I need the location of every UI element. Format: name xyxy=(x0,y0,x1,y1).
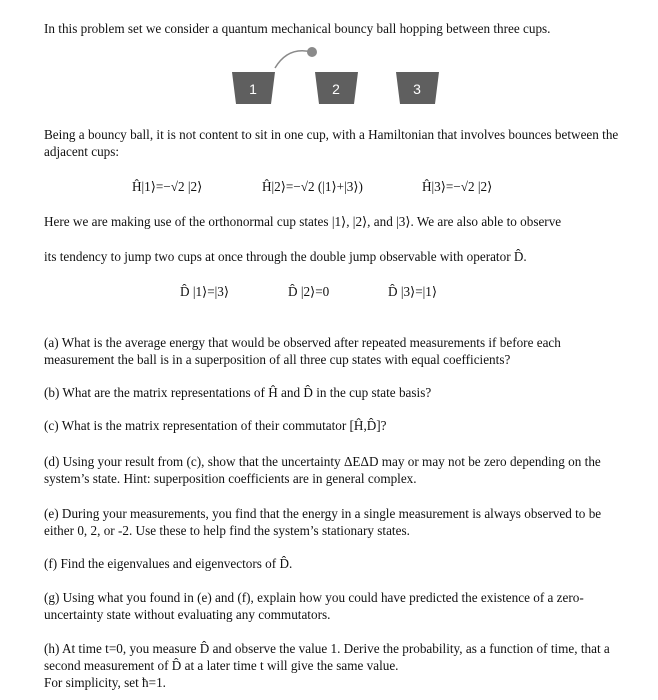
hamiltonian-eq-2: Ĥ|2⟩=−√2 (|1⟩+|3⟩) xyxy=(262,179,363,194)
bouncy-ball xyxy=(307,47,317,57)
d-equations xyxy=(0,283,658,301)
bounce-trajectory xyxy=(275,51,312,68)
final-note: For simplicity, set ħ=1. xyxy=(44,675,166,690)
d-eq-3: D̂ |3⟩=|1⟩ xyxy=(388,284,438,299)
hamiltonian-eq-3: Ĥ|3⟩=−√2 |2⟩ xyxy=(422,179,493,194)
question-b: (b) What are the matrix representations of Ĥ and D̂ in the cup state basis? xyxy=(44,385,432,400)
cups-figure xyxy=(220,40,450,110)
question-h: (h) At time t=0, you measure D̂ and observe the value 1. Derive the probability, as a function of time, that a second measurement of D̂ at a later time t will give the same value. xyxy=(44,641,610,673)
cup-3-label: 3 xyxy=(413,81,421,97)
cup-1 xyxy=(232,72,275,104)
question-e: (e) During your measurements, you find that the energy in a single measurement is always observed to be either 0, 2, or -2. Use these to help find the system’s stationary states. xyxy=(44,506,602,538)
question-f: (f) Find the eigenvalues and eigenvectors of D̂. xyxy=(44,556,293,571)
hamiltonian-intro: Being a bouncy ball, it is not content to sit in one cup, with a Hamiltonian that involves bounces between the adjacent cups: xyxy=(44,127,619,159)
cup-2-label: 2 xyxy=(332,81,340,97)
question-c: (c) What is the matrix representation of their commutator [Ĥ,D̂]? xyxy=(44,418,387,433)
question-a: (a) What is the average energy that would be observed after repeated measurements if before each measurement the ball is in a superposition of all three cup states with equal coefficients? xyxy=(44,335,561,367)
d-eq-2: D̂ |2⟩=0 xyxy=(288,284,330,299)
hamiltonian-equations xyxy=(0,178,658,196)
cup-2 xyxy=(315,72,358,104)
cup-3 xyxy=(396,72,439,104)
states-text-2: its tendency to jump two cups at once through the double jump observable with operator D̂. xyxy=(44,249,527,264)
question-d: (d) Using your result from (c), show that the uncertainty ΔEΔD may or may not be zero depending on the system’s state. Hint: superposition coefficients are in general complex. xyxy=(44,454,601,486)
question-g: (g) Using what you found in (e) and (f), explain how you could have predicted the existence of a zero-uncertainty state without evaluating any commutators. xyxy=(44,590,584,622)
intro-text: In this problem set we consider a quantum mechanical bouncy ball hopping between three cups. xyxy=(44,21,551,36)
cup-1-label: 1 xyxy=(249,81,257,97)
hamiltonian-eq-1: Ĥ|1⟩=−√2 |2⟩ xyxy=(132,179,203,194)
d-eq-1: D̂ |1⟩=|3⟩ xyxy=(180,284,230,299)
states-text-1: Here we are making use of the orthonormal cup states |1⟩, |2⟩, and |3⟩. We are also able to observe xyxy=(44,214,562,229)
